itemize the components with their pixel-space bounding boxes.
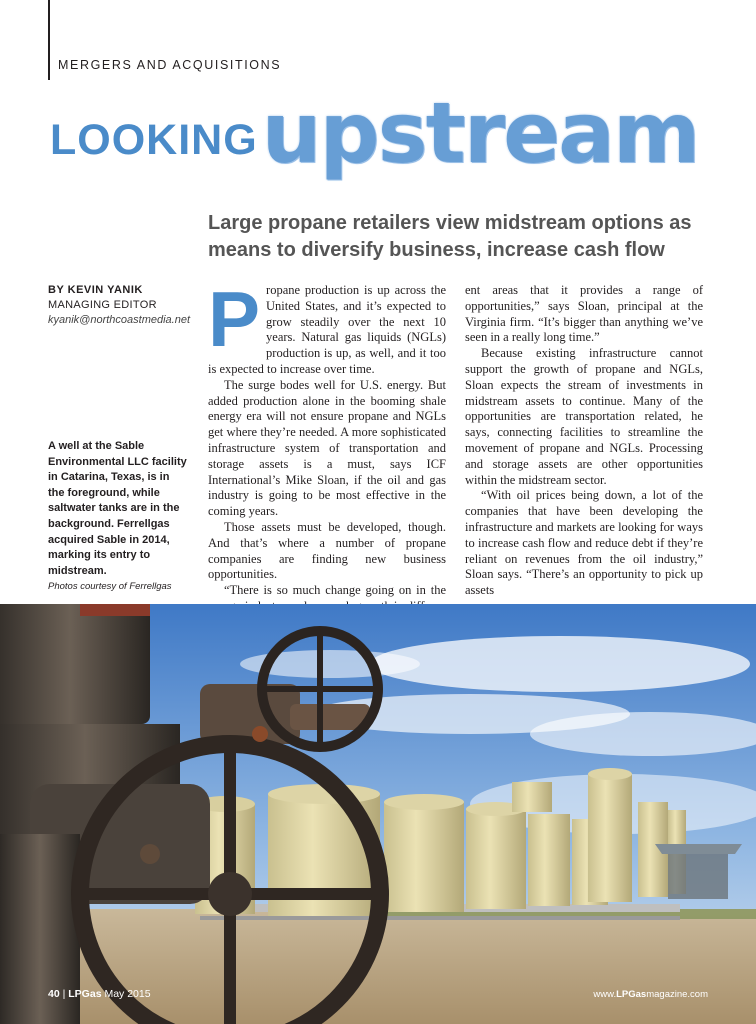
body-column-2 — [465, 283, 703, 599]
footer-url[interactable]: www.LPGasmagazine.com — [593, 989, 708, 1000]
headline — [50, 84, 698, 182]
headline-word-upstream: upstream — [261, 84, 699, 182]
caption-text: A well at the Sable Environmental LLC facility in Catarina, Texas, is in the foreground, while saltwater tanks are in the background. Ferrellgas acquired Sable in 2014, marking its entry to midstream. — [48, 440, 187, 577]
byline — [48, 283, 196, 328]
paragraph: The surge bodes well for U.S. energy. But added production alone in the booming shale energy era will not ensure propane and NGLs get where they’re needed. A more sophisticated infrastructure system of transportation and storage assets is a must, says ICF International’s Mike Sloan, if the oil and gas industry is going to be most effective in the coming years. — [208, 377, 446, 519]
folio-separator: | — [62, 988, 66, 1000]
body-column-1 — [208, 275, 446, 615]
paragraph: Because existing infrastructure cannot support the growth of propane and NGLs, Sloan expects the stream of investments in midstream assets to continue. Many of the opportunities are transportation related, he says, connecting facilities to streamline the movement of propane and NGLs. Processing and storage assets are other opportunities within the midstream sector. — [465, 346, 703, 487]
section-label: MERGERS AND ACQUISITIONS — [58, 58, 282, 72]
headline-word-looking: LOOKING — [50, 116, 258, 164]
page-number: 40 — [48, 988, 60, 1000]
paragraph: “There is so much change going on in the — [224, 583, 446, 598]
photo-caption — [48, 439, 188, 592]
magazine-name: LPGas — [68, 988, 102, 1000]
drop-cap: P — [208, 275, 261, 363]
section-rule — [48, 0, 50, 80]
paragraph: “With oil prices being down, a lot of the companies that have been developing the infrastructure and markets are looking for ways to increase cash flow and reduce debt if they’re reliant on revenues from the oil industry,” Sloan says. “There’s an opportunity to pick up assets — [465, 488, 703, 598]
byline-email[interactable]: kyanik@northcoastmedia.net — [48, 314, 191, 326]
paragraph: ent areas that it provides a range of opportunities,” says Sloan, principal at the Virginia firm. “It’s bigger than anything we’ve seen in a really long time.” — [465, 283, 703, 345]
issue-date: May 2015 — [104, 988, 151, 1000]
byline-author: BY KEVIN YANIK — [48, 284, 143, 296]
photo-wellhead-and-tanks — [0, 604, 756, 1024]
paragraph: Propane production is up across the United States, and it’s expected to grow steadily over the next 10 years. Natural gas liquids (NGLs) production is up, as well, and it too is expected to increase over time. — [208, 275, 446, 376]
paragraph: Those assets must be developed, though. And that’s where a number of propane companies are finding new business opportunities. — [208, 519, 446, 582]
caption-credit: Photos courtesy of Ferrellgas — [48, 581, 172, 593]
page-folio — [48, 988, 151, 1000]
byline-role: MANAGING EDITOR — [48, 299, 157, 311]
deck-subtitle: Large propane retailers view midstream options as means to diversify business, increase cash flow — [208, 212, 692, 261]
